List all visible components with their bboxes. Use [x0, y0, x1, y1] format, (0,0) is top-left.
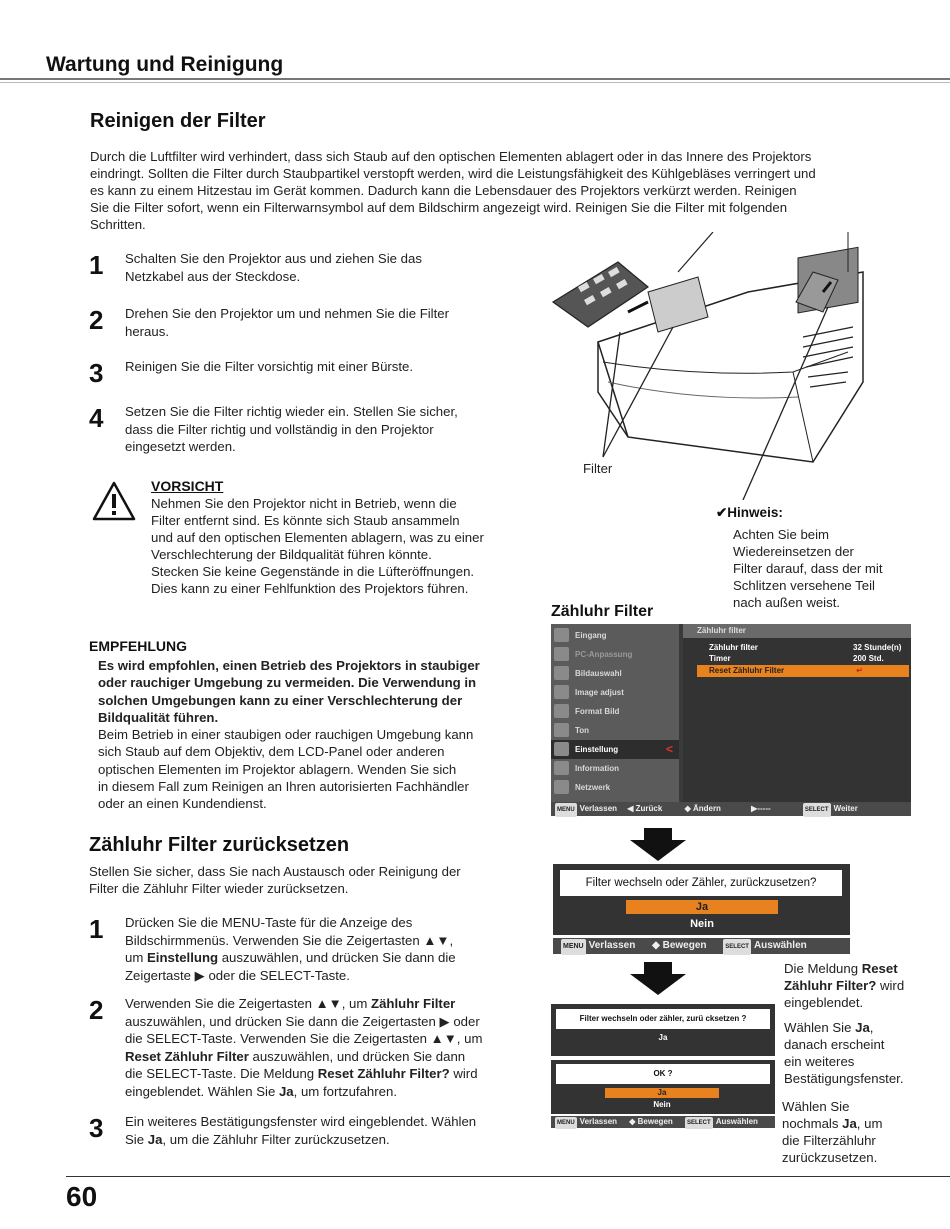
dialog-no-button[interactable]: Nein	[690, 918, 714, 930]
header-rule	[0, 78, 950, 80]
selection-arrow-icon: <	[665, 742, 673, 756]
dialog-question: Filter wechseln oder Zähler, zurückzusetzen?	[560, 870, 842, 896]
intro-paragraph: Durch die Luftfilter wird verhindert, dass sich Staub auf den optischen Elementen ablagert oder in das Innere des Projektors eindringt. Sollten die Filter durch Staubpartikel verstopft werden, wird die Leistungsfähigkeit des Kühlgebläses verringert und es kann zu einem Hitzestau im Gerät kommen. Dadurch kann die Lebensdauer des Projektors verkürzt werden. Reinigen Sie die Filter sofort, wenn ein Filterwarnsymbol auf dem Bildschirm angezeigt wird. Reinigen Sie die Filter mit folgenden Schritten.	[90, 149, 816, 232]
osd-menu-item[interactable]: PC-Anpassung	[551, 645, 679, 664]
osd-menu-screen	[551, 624, 911, 816]
down-arrow-icon	[628, 828, 688, 862]
osd-row-value: 32 Stunde(n)	[853, 643, 902, 652]
step-number: 2	[89, 305, 104, 335]
warning-icon	[92, 481, 136, 521]
step-number: 4	[89, 403, 104, 433]
dialog-yes-option[interactable]: Ja	[658, 1033, 668, 1042]
page-number: 60	[66, 1181, 98, 1212]
osd-row-value: 200 Std.	[853, 654, 884, 663]
osd-menu-item[interactable]: Eingang	[551, 626, 679, 645]
side-note-1: Die Meldung Reset Zähluhr Filter? wird eingeblendet.	[784, 961, 905, 1010]
osd-right-panel	[683, 624, 911, 802]
step-text: Schalten Sie den Projektor aus und ziehen Sie das Netzkabel aus der Steckdose.	[125, 251, 422, 284]
side-note-2: Wählen Sie Ja, danach erscheint ein weiteres Bestätigungsfenster.	[784, 1020, 904, 1086]
ok-yes-button[interactable]: Ja	[605, 1088, 719, 1098]
osd-panel-title: Zähluhr filter	[683, 624, 911, 638]
ok-no-button[interactable]: Nein	[653, 1100, 671, 1109]
confirm-dialog	[553, 864, 850, 935]
down-arrow-icon	[628, 962, 688, 996]
osd-menu-item[interactable]: Ton	[551, 721, 679, 740]
dialog-question: Filter wechseln oder zähler, zurü cksetzen ?	[556, 1009, 770, 1029]
caution-text: Nehmen Sie den Projektor nicht in Betrieb, wenn die Filter entfernt sind. Es könnte sich Staub ansammeln und auf den optischen Elementen ablagern, was zu einer Verschlechterung der Bildqualität führen könnte. Stecken Sie keine Gegenstände in die Lüfteröffnungen. Dies kann zu einer Fehlfunktion des Projektors führen.	[151, 496, 484, 596]
step-number: 1	[89, 250, 104, 280]
hint-text: Achten Sie beim Wiedereinsetzen der Filter darauf, dass der mit Schlitzen versehene Teil nach außen weist.	[733, 527, 883, 610]
osd-menu-item[interactable]: Image adjust	[551, 683, 679, 702]
menu-screen-title: Zähluhr Filter	[551, 603, 654, 620]
dialog-bottom-bar-small: MENU Verlassen ◆ Bewegen SELECT Auswählen	[551, 1116, 775, 1128]
ok-dialog	[551, 1060, 775, 1114]
osd-menu-item[interactable]: Bildauswahl	[551, 664, 679, 683]
step-number: 1	[89, 914, 104, 944]
dialog-yes-button[interactable]: Ja	[626, 900, 778, 914]
confirm-dialog-small	[551, 1004, 775, 1056]
osd-menu-item[interactable]: Format Bild	[551, 702, 679, 721]
settings-icon	[554, 742, 569, 756]
page-header-title: Wartung und Reinigung	[46, 53, 284, 76]
caution-title: VORSICHT	[151, 478, 224, 494]
osd-menu-item-selected[interactable]: Einstellung <	[551, 740, 679, 759]
image-select-icon	[554, 666, 569, 680]
osd-menu-item[interactable]: Information	[551, 759, 679, 778]
step-text: Verwenden Sie die Zeigertasten ▲▼, um Zähluhr Filter auszuwählen, und drücken Sie dann die Zeigertasten ▶ oder die SELECT-Taste. Verwenden Sie die Zeigertasten ▲▼, um Reset Zähluhr Filter auszuwählen, und drücken Sie dann die SELECT-Taste. Die Meldung Reset Zähluhr Filter? wird eingeblendet. Wählen Sie Ja, um fortzufahren.	[125, 996, 483, 1099]
hint-title: ✔Hinweis:	[716, 505, 783, 520]
step-text: Reinigen Sie die Filter vorsichtig mit einer Bürste.	[125, 359, 414, 374]
section-title-reset: Zähluhr Filter zurücksetzen	[89, 834, 350, 856]
step-number: 2	[89, 995, 104, 1025]
osd-left-menu	[551, 624, 679, 802]
osd-bottom-bar: MENU Verlassen ◀ Zurück ◆ Ändern ▶----- SELECT Weiter	[551, 802, 911, 816]
step-text: Drücken Sie die MENU-Taste für die Anzeige des Bildschirmmenüs. Verwenden Sie die Zeigertasten ▲▼, um Einstellung auszuwählen, und drücken Sie dann die Zeigertaste ▶ oder die SELECT-Taste.	[125, 915, 456, 983]
osd-row-label: Timer	[709, 654, 731, 663]
side-note-3: Wählen Sie nochmals Ja, um die Filterzähluhr zurückzusetzen.	[782, 1099, 883, 1165]
pc-adjust-icon	[554, 647, 569, 661]
header-rule-thin	[0, 82, 950, 83]
image-adjust-icon	[554, 685, 569, 699]
osd-row-label: Zähluhr filter	[709, 643, 758, 652]
filter-label: Filter	[583, 461, 613, 476]
step-text: Drehen Sie den Projektor um und nehmen Sie die Filter heraus.	[125, 306, 450, 339]
input-icon	[554, 628, 569, 642]
section-title-cleaning: Reinigen der Filter	[90, 110, 266, 132]
reset-intro: Stellen Sie sicher, dass Sie nach Austausch oder Reinigung der Filter die Zähluhr Filter wieder zurücksetzen.	[89, 864, 461, 896]
recommendation-text: Es wird empfohlen, einen Betrieb des Projektors in staubiger oder rauchiger Umgebung zu vermeiden. Die Verwendung in solchen Umgebungen kann zu einer Verschlechterung der Bildqualität führen. Beim Betrieb in einer staubigen oder rauchigen Umgebung kann sich Staub auf dem Objektiv, dem LCD-Panel oder anderen optischen Elementen im Projektor ablagern. Wenden Sie sich in diesem Fall zum Reinigen an Ihren autorisierten Fachhändler oder an einen Kundendienst.	[98, 658, 480, 812]
dialog-bottom-bar: MENU Verlassen ◆ Bewegen SELECT Auswählen	[553, 938, 850, 954]
footer-rule	[66, 1176, 950, 1177]
step-number: 3	[89, 358, 104, 388]
osd-menu-item[interactable]: Netzwerk	[551, 778, 679, 797]
step-number: 3	[89, 1113, 104, 1143]
network-icon	[554, 780, 569, 794]
sound-icon	[554, 723, 569, 737]
ok-question: OK ?	[556, 1064, 770, 1084]
osd-reset-row-selected[interactable]: Reset Zähluhr Filter ↵	[697, 665, 909, 677]
screen-format-icon	[554, 704, 569, 718]
step-text: Setzen Sie die Filter richtig wieder ein. Stellen Sie sicher, dass die Filter richtig und vollständig in den Projektor eingesetzt werden.	[125, 404, 458, 454]
information-icon	[554, 761, 569, 775]
step-text: Ein weiteres Bestätigungsfenster wird eingeblendet. Wählen Sie Ja, um die Zähluhr Filter zurückzusetzen.	[125, 1114, 477, 1147]
enter-icon: ↵	[856, 666, 863, 675]
recommendation-title: EMPFEHLUNG	[89, 638, 187, 654]
